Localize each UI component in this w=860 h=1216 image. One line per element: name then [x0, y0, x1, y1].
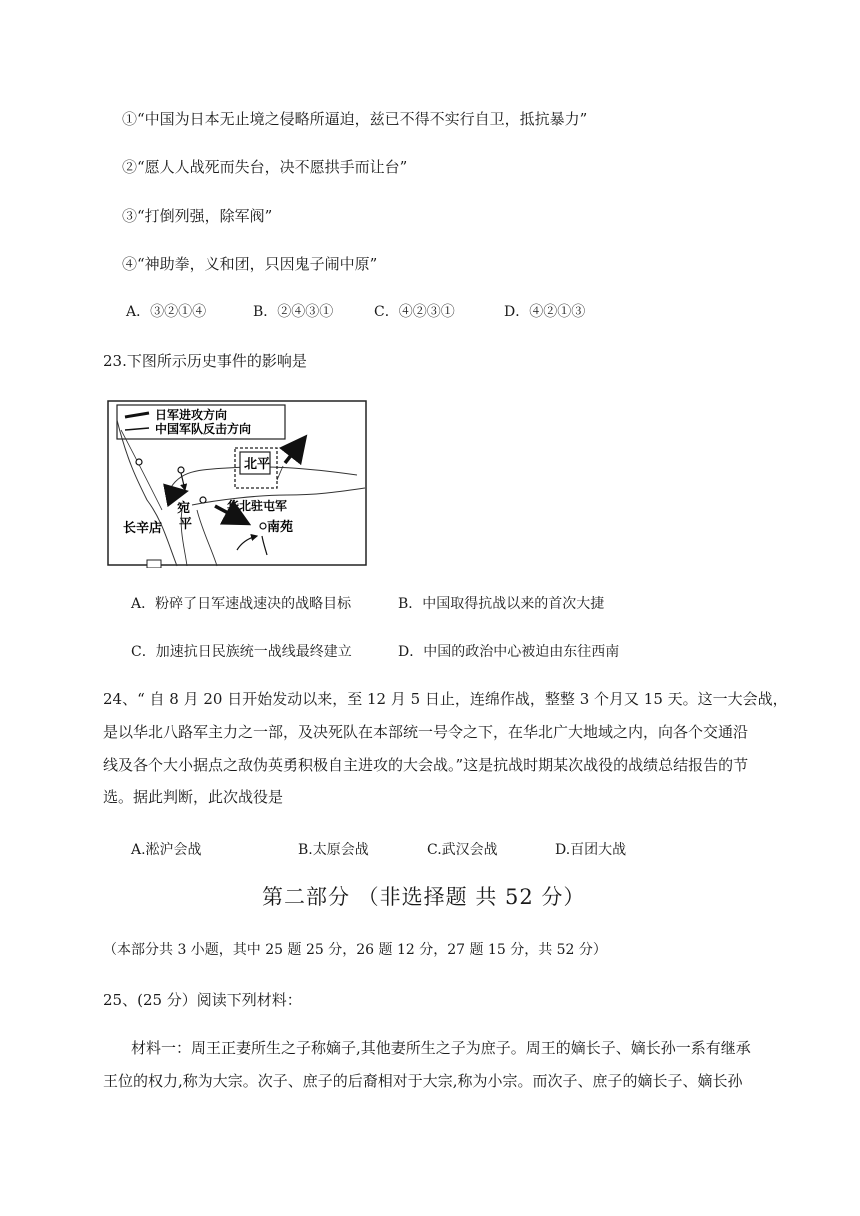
q24-option-d: D.百团大战	[555, 842, 627, 858]
q23-option-c: C．加速抗日民族统一战线最终建立	[131, 644, 352, 660]
garrison-label: 华北驻屯军	[227, 499, 288, 513]
q24-line-3: 线及各个大小据点之敌伪英勇积极自主进攻的大会战。”这是抗战时期某次战役的战绩总结报告的节	[103, 756, 749, 774]
nanyuan-label: 南苑	[267, 520, 294, 535]
q22-option-a: A．③②①④	[126, 304, 207, 320]
q23-option-b: B．中国取得抗战以来的首次大捷	[398, 596, 605, 612]
q22-statement-1: ①“中国为日本无止境之侵略所逼迫，兹已不得不实行自卫，抵抗暴力”	[122, 110, 588, 128]
q25-material-1-line-2: 王位的权力,称为大宗。次子、庶子的后裔相对于大宗,称为小宗。而次子、庶子的嫡长子、嫡长孙	[103, 1072, 743, 1090]
legend-japanese-attack: 日军进攻方向	[155, 408, 228, 422]
q23-option-d: D．中国的政治中心被迫由东往西南	[398, 644, 620, 660]
q22-statement-2: ②“愿人人战死而失台，决不愿拱手而让台”	[122, 158, 408, 176]
q22-option-b: B．②④③①	[253, 304, 334, 320]
q22-option-d: D．④②①③	[504, 304, 586, 320]
changxindian-label: 长辛店	[123, 521, 163, 536]
beiping-label: 北平	[244, 457, 271, 472]
q22-statement-3: ③“打倒列强，除军阀”	[122, 207, 273, 225]
q25-stem: 25、(25 分）阅读下列材料：	[103, 991, 302, 1009]
q25-material-1-line-1: 材料一：周王正妻所生之子称嫡子,其他妻所生之子为庶子。周王的嫡长子、嫡长孙一系有继承	[131, 1039, 751, 1057]
wan-label: 宛	[177, 501, 191, 516]
battle-map-svg	[107, 400, 367, 568]
q24-option-c: C.武汉会战	[427, 842, 498, 858]
q22-statement-4: ④“神助拳，义和团，只因鬼子闹中原”	[122, 255, 378, 273]
part2-title: 第二部分 （非选择题 共 52 分）	[262, 885, 586, 909]
legend-chinese-counter: 中国军队反击方向	[155, 422, 252, 436]
q24-line-1: 24、“ 自 8 月 20 日开始发动以来，至 12 月 5 日止，连绵作战，整整 3 个月又 15 天。这一大会战，	[103, 690, 788, 708]
q24-option-b: B.太原会战	[298, 842, 369, 858]
ping-label: 平	[179, 517, 193, 532]
battle-map-figure	[107, 400, 367, 568]
q24-line-4: 选。据此判断，此次战役是	[103, 788, 284, 806]
q22-option-c: C．④②③①	[374, 304, 455, 320]
part2-note: （本部分共 3 小题，其中 25 题 25 分，26 题 12 分，27 题 15 分，共 52 分）	[103, 942, 607, 958]
q23-stem: 23.下图所示历史事件的影响是	[103, 352, 307, 370]
q24-line-2: 是以华北八路军主力之一部，及决死队在本部统一号令之下，在华北广大地域之内，向各个交通沿	[103, 723, 749, 741]
q23-option-a: A．粉碎了日军速战速决的战略目标	[131, 596, 352, 612]
q24-option-a: A.淞沪会战	[131, 842, 202, 858]
